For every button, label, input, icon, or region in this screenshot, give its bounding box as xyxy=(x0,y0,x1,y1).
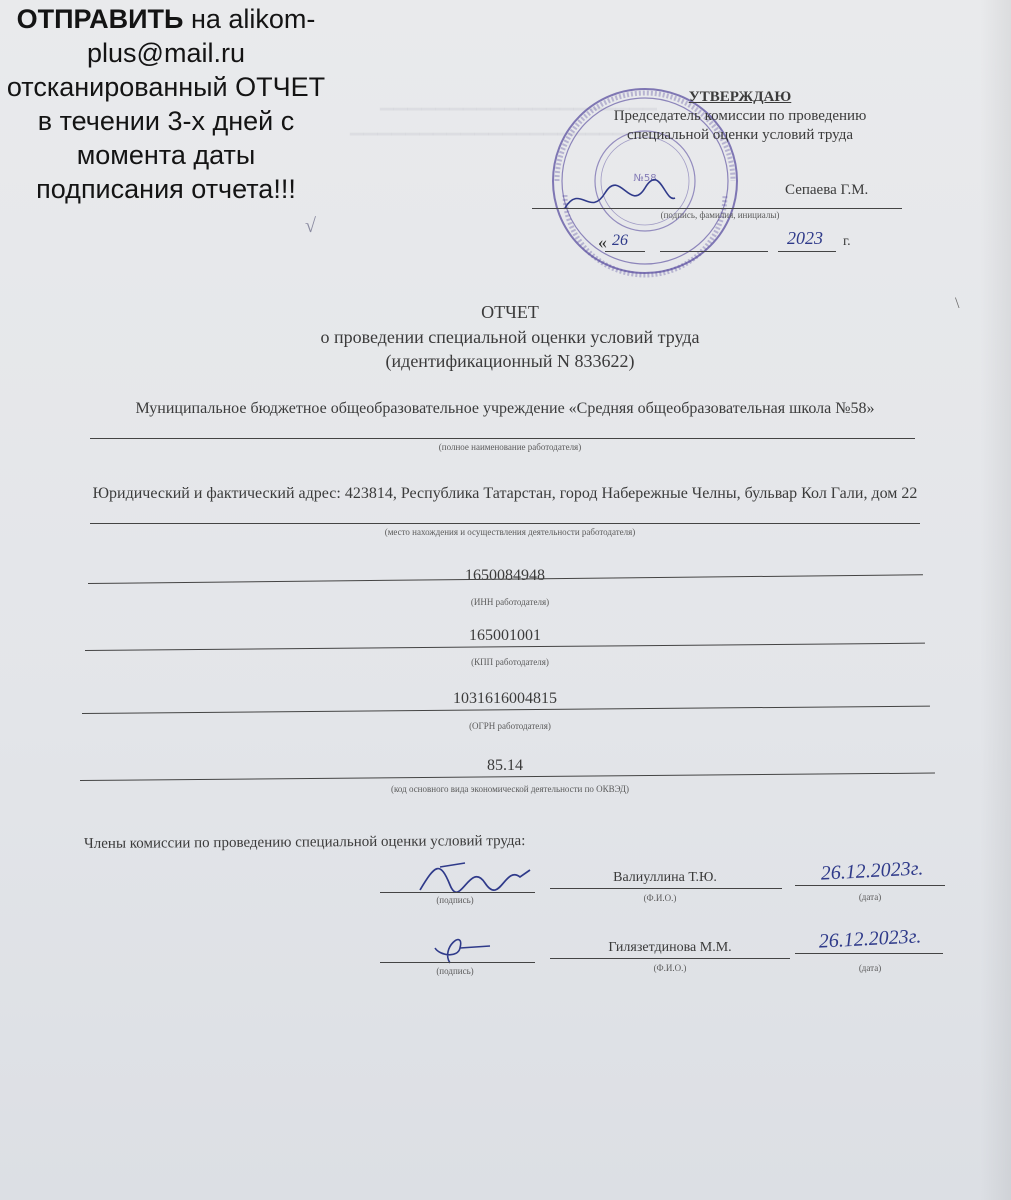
check-mark: √ xyxy=(305,215,316,237)
kpp-value: 165001001 xyxy=(469,627,541,644)
okved-value: 85.14 xyxy=(487,757,523,774)
member-1-name-line xyxy=(550,888,782,889)
show-through-text: ▁▁▁▁▁▁▁▁▁▁▁▁▁▁▁▁▁▁▁▁ xyxy=(380,90,657,110)
approval-day-line xyxy=(605,251,645,252)
approval-month-line xyxy=(660,251,768,252)
member-2-signature xyxy=(420,918,500,968)
member-1-date-caption: (дата) xyxy=(858,892,882,902)
employer-name: Муниципальное бюджетное общеобразовательное учреждение «Средняя общеобразовательная школа №58» xyxy=(135,400,875,417)
ogrn-value: 1031616004815 xyxy=(453,690,557,707)
approval-year-suffix: г. xyxy=(843,234,851,249)
member-2-name-line xyxy=(550,958,790,959)
report-subtitle: о проведении специальной оценки условий труда xyxy=(320,327,700,347)
employer-address: Юридический и фактический адрес: 423814, Республика Татарстан, город Набережные Челны, бульвар Кол Гали, дом 22 xyxy=(92,485,918,502)
member-1-name: Валиуллина Т.Ю. xyxy=(613,870,717,885)
report-id: (идентификационный N 833622) xyxy=(385,351,635,371)
member-2-signature-caption: (подпись) xyxy=(436,966,474,976)
employer-address-caption: (место нахождения и осуществления деятельности работодателя) xyxy=(384,527,636,537)
send-instruction-note xyxy=(6,2,326,206)
member-1-signature-line xyxy=(380,892,535,893)
margin-mark: \ xyxy=(955,295,960,312)
employer-name-line xyxy=(90,438,915,439)
okved-caption: (код основного вида экономической деятельности по ОКВЭД) xyxy=(390,784,629,794)
approval-block xyxy=(590,88,890,145)
member-1-name-caption: (Ф.И.О.) xyxy=(643,893,677,903)
report-title: ОТЧЕТ xyxy=(481,302,539,322)
member-2-date: 26.12.2023г. xyxy=(818,925,922,953)
member-1-signature xyxy=(410,855,540,900)
ogrn-caption: (ОГРН работодателя) xyxy=(469,721,551,731)
inn-value: 1650084948 xyxy=(465,567,545,584)
approval-year: 2023 xyxy=(787,228,823,248)
kpp-caption: (КПП работодателя) xyxy=(471,657,549,667)
approver-signature-caption: (подпись, фамилия, инициалы) xyxy=(660,210,780,220)
member-2-signature-line xyxy=(380,962,535,963)
member-1-date: 26.12.2023г. xyxy=(820,857,924,885)
commission-heading: Члены комиссии по проведению специальной оценки условий труда: xyxy=(83,832,526,852)
employer-address-line xyxy=(90,523,920,524)
member-1-date-line xyxy=(795,885,945,886)
show-through-text: ▁▁▁▁▁▁▁▁▁▁▁▁▁▁▁▁▁▁▁▁▁▁▁ xyxy=(350,115,669,135)
approver-name: Сепаева Г.М. xyxy=(785,182,869,198)
member-2-date-caption: (дата) xyxy=(858,963,882,973)
member-2-name: Гилязетдинова М.М. xyxy=(608,940,732,955)
member-2-date-line xyxy=(795,953,943,954)
stamp-center-text: №58 xyxy=(633,173,657,184)
report-title-block xyxy=(320,302,700,372)
approval-year-line xyxy=(778,251,836,252)
approver-signature-line xyxy=(532,208,902,209)
employer-name-caption: (полное наименование работодателя) xyxy=(438,442,582,452)
approval-day: 26 xyxy=(612,232,628,249)
approval-date-quote-open: « xyxy=(598,232,607,252)
member-1-signature-caption: (подпись) xyxy=(436,895,474,905)
approval-title: УТВЕРЖДАЮ xyxy=(688,89,792,105)
inn-caption: (ИНН работодателя) xyxy=(470,597,550,607)
paper-edge-shadow xyxy=(980,0,1011,1200)
send-instruction-bold: ОТПРАВИТЬ xyxy=(16,4,184,34)
approval-position: Председатель комиссии по проведению специальной оценки условий труда xyxy=(613,108,867,143)
send-instruction-rest: на alikom-plus@mail.ru отсканированный ОТЧЕТ в течении 3-х дней с момента даты подписания отчета!!! xyxy=(6,4,326,204)
member-2-name-caption: (Ф.И.О.) xyxy=(653,963,687,973)
